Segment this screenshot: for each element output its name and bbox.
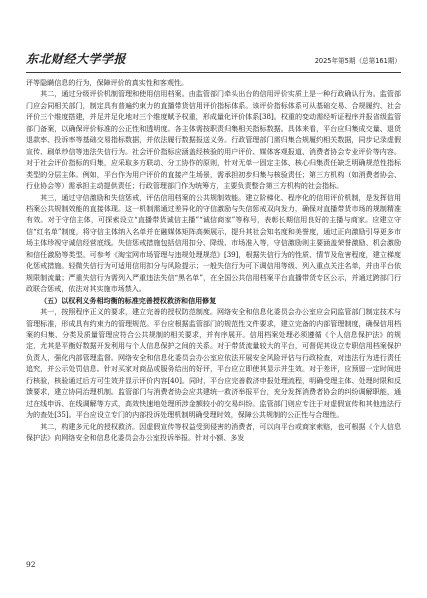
paragraph: 其一，按照程序正义的要求，建立完善的授权防范制度。网络安全和信息化委员会办公室应会同监管部门制定技术与管理标准，形成具有约束力的管理规范。平台应根据监管部门的规范性文件要求，建立完备的内部管理制度，确保信用档案的归集、分类及质量管理应符合公共规制的相关要求，并有序展开。信用档案处理必须遵循《个人信息保护法》的规定，尤其是平衡好数据开发利用与个人信息保护之间的关系。对于带货流量较大的平台，可督促其设立专职信用档案保护负责人，强化内部管理监督。网络安全和信息化委员会办公室应依法开展安全风险评估与行政检查，对违法行为进行责任追究，并公示处罚信息。针对买家对商品或服务给出的好评，平台应立即使其显示并生效。对于差评，应预留一定时间进行核验，核验通过后方可生效并显示评价内容[40]。同时，平台应完善救济申报处理流程，明确受理主体、处理时限和反馈要求，建立协同治理机制。监管部门与消费者协会应共建统一救济举报平台，充分发挥消费者协会的纠纷调解职能，通过在线申诉、在线调解等方式，高效快速地处理所涉金额较小的交易纠纷。监管部门则应专注于对虚假宣传和其他违法行为的查处[35]。平台应设立专门的内部投诉处理机制明确受理时效，保障公共规制的公正性与合理性。 [26, 307, 401, 420]
page-number: 92 [26, 560, 36, 569]
article-body [26, 77, 401, 577]
section-heading: （五）以权利义务相均衡的标准完善授权救济和信用修复 [40, 295, 217, 305]
paragraph: 其三，通过守信激励和失信惩戒，评估信用档案的公共规制效能。建立阶梯化、程序化的信用评价机制，是发挥信用档案公共规制效能的直接体现。这一机制需通过差异化的守信激励与失信惩戒双向发力，确保对直播带货市场的规制精准有效。对于守信主体，可探索设立“直播带货诚信主播”“诚信商家”等称号，表彰长期信用良好的主播与商家。应建立守信“红名单”制度，将守信主体纳入名单并在融媒体矩阵高频展示，提升其社会知名度和美誉度，通过正向激励引导更多市场主体珍视守诚信经营底线。失信惩戒措施包括信用扣分、降级、市场准入等，守信激励则主要涵盖荣誉激励、机会激励和信任激励等类型。可参考《淘宝网市场管理与违规处理规范》[39]，根据失信行为的性质、情节及危害程度，建立梯度化惩戒措施。轻微失信行为可适用信用扣分与风险提示；一般失信行为可下调信用等级、列入重点关注名单，并由平台依规限制流量；严重失信行为需列入严重违法失信“黑名单”，在全国公共信用档案平台直播带货专区公示，并通过跨部门行政联合惩戒，依法对其实施市场禁入。 [26, 192, 401, 294]
paragraph: 其二，通过分级评价机制管理和使用信用档案。由监管部门牵头出台的信用评价实质上是一种行政确认行为。监管部门应会同相关部门，制定具有普遍约束力的直播带货信用评价指标体系。该评价指标体系可从基础交易、合规履约、社会评价三个维度搭建，并足并足化地对三个维度赋予权重，形成量化评价体系[38]。权重的变动需经听证程序并报省级监管部门备案，以确保评价标准的公正性和透明度。各主体需按职责归集相关指标数据。具体来看，平台应归集成交量、退货退款率、投诉率等基础交易指标数据，并依法履行数据报送义务。行政管理部门需归集合规履约相关数据，同步记录虚假宣传、刷单炒信等违法失信行为。社会评价指标应涵盖经核验的用户评价、媒体客观报道、消费者协会专业评价等内容。对于社会评价指标的归集，应采取多方联动、分工协作的原则，针对无单一固定主体、核心归集责任缺乏明确规范性指标类型的分层主体。例如，平台作为用户评价的直接产生场景，需承担初步归集与核验责任；第三方机构（如消费者协会、行业协会等）需承担主动提供责任；行政管理部门作为统筹方，主要负责整合第三方机构的社会指标。 [26, 89, 401, 191]
paragraph: 评等隐瞒信息的行为，保障评价的真实性和客观性。 [26, 78, 189, 87]
issue-info: 2025年第5期（总第161期） [314, 57, 401, 65]
paragraph: 其二，构建多元化的授权救济。因虚假宣传等权益受到侵害的消费者，可以向平台或商家索赔，也可根据《个人信息保护法》向网络安全和信息化委员会办公室投诉举报。针对小额、多发 [26, 421, 401, 443]
journal-title: 东北财经大学学报 [26, 52, 127, 66]
running-header [26, 44, 401, 73]
